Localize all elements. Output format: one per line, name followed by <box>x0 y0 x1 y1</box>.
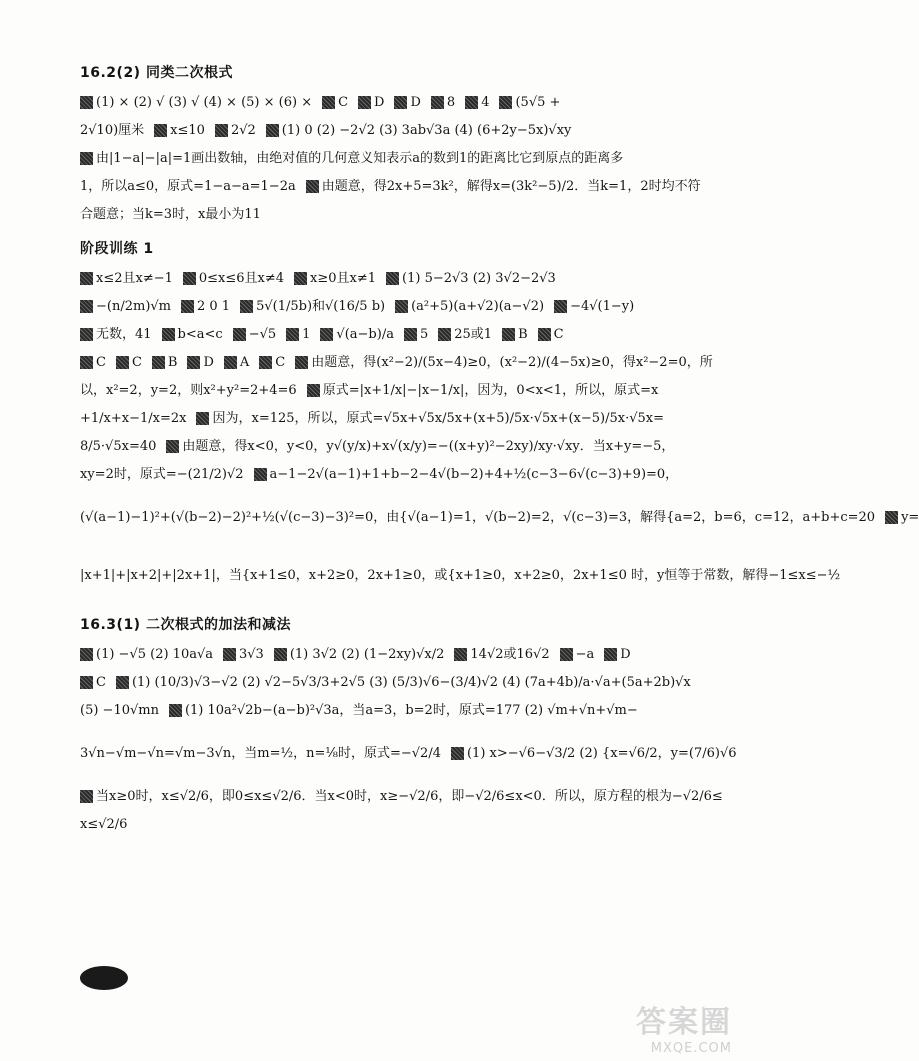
answer-line <box>80 460 679 488</box>
question-number-marker <box>538 328 551 341</box>
answer-text: x≤√2/6 <box>80 816 128 832</box>
answer-text: (a²+5)(a+√2)(a−√2) <box>411 298 545 314</box>
answer-text: D <box>374 94 385 110</box>
question-number-marker <box>554 300 567 313</box>
answer-line <box>80 292 670 320</box>
answer-text: (5) −10√mn <box>80 702 159 718</box>
answer-text: 因为，x=125，所以，原式=√5x+√5x/5x+(x+5)/5x·√5x+(x−5)/5x·√5x= <box>212 410 665 426</box>
question-number-marker <box>259 356 272 369</box>
answer-text: C <box>96 354 106 370</box>
answer-text: 当x≥0时，x≤√2/6，即0≤x≤√2/6．当x<0时，x≥−√2/6，即−√2/6≤x<0．所以，原方程的根为−√2/6≤ <box>96 788 723 804</box>
question-number-marker <box>166 440 179 453</box>
question-number-marker <box>154 124 167 137</box>
answer-line <box>80 810 670 838</box>
answer-text: (1) × (2) √ (3) √ (4) × (5) × (6) × <box>96 94 313 110</box>
answer-text: 1，所以a≤0，原式=1−a−a=1−2a <box>80 178 296 194</box>
answer-text: (1) 5−2√3 (2) 3√2−2√3 <box>402 270 556 286</box>
section-body <box>80 88 701 228</box>
answer-text: 5√(1/5b)和√(16/5 b) <box>256 298 386 314</box>
answer-line <box>80 724 737 782</box>
answer-text: x≥0且x≠1 <box>310 270 377 286</box>
question-number-marker <box>196 412 209 425</box>
question-number-marker <box>187 356 200 369</box>
answer-line <box>80 88 670 116</box>
question-number-marker <box>438 328 451 341</box>
answer-text: D <box>203 354 214 370</box>
answer-text: x≤2且x≠−1 <box>96 270 173 286</box>
answer-text: 25或1 <box>454 326 493 342</box>
question-number-marker <box>286 328 299 341</box>
answer-line <box>80 320 670 348</box>
answer-text: (1) −√5 (2) 10a√a <box>96 646 213 662</box>
question-number-marker <box>240 300 253 313</box>
answer-text: C <box>96 674 106 690</box>
answer-text: 无数，41 <box>96 326 152 342</box>
question-number-marker <box>604 648 617 661</box>
answer-text: +1/x+x−1/x=2x <box>80 410 187 426</box>
question-number-marker <box>885 511 898 524</box>
answer-text: (1) 0 (2) −2√2 (3) 3ab√3a (4) (6+2y−5x)√xy <box>281 122 572 138</box>
answer-text: 以，x²=2，y=2，则x²+y²=2+4=6 <box>80 382 297 398</box>
answer-text: a−1−2√(a−1)+1+b−2−4√(b−2)+4+½(c−3−6√(c−3)+9)=0， <box>269 466 679 482</box>
answer-text: 1 <box>302 326 311 342</box>
answer-line <box>80 264 670 292</box>
answer-line <box>80 668 691 696</box>
answer-text: 合题意；当k=3时，x最小为11 <box>80 206 261 222</box>
question-number-marker <box>80 648 93 661</box>
answer-text: 原式=|x+1/x|−|x−1/x|，因为，0<x<1，所以，原式=x <box>322 382 659 398</box>
answer-text: A <box>239 354 250 370</box>
answer-line <box>80 488 919 546</box>
question-number-marker <box>116 356 129 369</box>
question-number-marker <box>431 96 444 109</box>
section-heading: 16.3(1) 二次根式的加法和减法 <box>80 617 291 633</box>
question-number-marker <box>80 328 93 341</box>
answer-text: xy=2时，原式=−(21/2)√2 <box>80 466 244 482</box>
question-number-marker <box>306 180 319 193</box>
question-number-marker <box>152 356 165 369</box>
question-number-marker <box>295 356 308 369</box>
question-number-marker <box>80 356 93 369</box>
question-number-marker <box>116 676 129 689</box>
answer-text: 14√2或16√2 <box>470 646 550 662</box>
question-number-marker <box>223 648 236 661</box>
watermark-logo <box>602 997 732 1056</box>
answer-line <box>80 432 675 460</box>
page-number-blot <box>80 966 128 990</box>
answer-text: 2√2 <box>230 122 256 138</box>
answer-text: D <box>620 646 631 662</box>
question-number-marker <box>80 300 93 313</box>
answer-text: C <box>553 326 564 342</box>
answer-line <box>80 144 670 172</box>
answer-text: 0≤x≤6且x≠4 <box>198 270 285 286</box>
answer-text: B <box>167 354 178 370</box>
answer-line <box>80 116 670 144</box>
answer-text: (√(a−1)−1)²+(√(b−2)−2)²+½(√(c−3)−3)²=0，由{√(a−1)=1，√(b−2)=2，√(c−3)=3，解得{a=2，b=6，c=12，a+b+c=20 <box>80 509 876 525</box>
question-number-marker <box>394 96 407 109</box>
question-number-marker <box>80 96 93 109</box>
question-number-marker <box>386 272 399 285</box>
answer-text: (1) (10/3)√3−√2 (2) √2−5√3/3+2√5 (3) (5/3)√6−(3/4)√2 (4) (7a+4b)/a·√a+(5a+2b)√x <box>131 674 691 690</box>
answer-text: y= <box>901 509 919 525</box>
question-number-marker <box>80 152 93 165</box>
answer-text: (5√5 + <box>515 94 561 110</box>
answer-text: C <box>131 354 142 370</box>
answer-text: b<a<c <box>177 326 223 342</box>
answer-text: −(n/2m)√m <box>96 298 171 314</box>
question-number-marker <box>358 96 371 109</box>
section-body <box>80 640 737 838</box>
answer-page <box>80 60 919 838</box>
question-number-marker <box>307 384 320 397</box>
answer-text: 由题意，得2x+5=3k²，解得x=(3k²−5)/2．当k=1，2时均不符 <box>321 178 701 194</box>
answer-text: 3√n−√m−√n=√m−3√n，当m=½，n=⅛时，原式=−√2/4 <box>80 745 441 761</box>
section-body <box>80 264 919 604</box>
watermark-url: MXQE.COM <box>650 1041 732 1056</box>
question-number-marker <box>80 676 93 689</box>
section-heading: 16.2(2) 同类二次根式 <box>80 65 233 81</box>
answer-line <box>80 546 841 604</box>
question-number-marker <box>162 328 175 341</box>
answer-text: (1) 10a²√2b−(a−b)²√3a，当a=3，b=2时，原式=177 (2) √m+√n+√m− <box>184 702 638 718</box>
answer-line <box>80 200 670 228</box>
watermark-text: 答案圈 <box>636 1005 732 1040</box>
answer-text: −√5 <box>248 326 277 342</box>
answer-text: √(a−b)/a <box>336 326 394 342</box>
question-number-marker <box>224 356 237 369</box>
answer-line <box>80 348 713 376</box>
answer-line <box>80 782 723 810</box>
answer-text: D <box>410 94 421 110</box>
question-number-marker <box>181 300 194 313</box>
question-number-marker <box>169 704 182 717</box>
answer-line <box>80 696 670 724</box>
answer-text: −a <box>575 646 595 662</box>
answer-text: C <box>275 354 286 370</box>
answer-text: B <box>518 326 528 342</box>
question-number-marker <box>451 747 464 760</box>
question-number-marker <box>454 648 467 661</box>
answer-text: 5 <box>419 326 429 342</box>
answer-text: 2 0 1 <box>197 298 231 314</box>
section-heading: 阶段训练 1 <box>80 241 154 257</box>
question-number-marker <box>294 272 307 285</box>
question-number-marker <box>404 328 417 341</box>
question-number-marker <box>560 648 573 661</box>
answer-line <box>80 640 670 668</box>
question-number-marker <box>80 790 93 803</box>
answer-text: (1) x>−√6−√3/2 (2) {x=√6/2，y=(7/6)√6 <box>466 745 737 761</box>
answer-text: 8/5·√5x=40 <box>80 438 157 454</box>
question-number-marker <box>215 124 228 137</box>
answer-text: 由题意，得x<0，y<0，y√(y/x)+x√(x/y)=−((x+y)²−2xy)/xy·√xy．当x+y=−5， <box>182 438 675 454</box>
answer-text: x≤10 <box>170 122 205 138</box>
answer-text: 4 <box>481 94 490 110</box>
answer-text: (1) 3√2 (2) (1−2xy)√x/2 <box>289 646 445 662</box>
question-number-marker <box>183 272 196 285</box>
answer-text: 3√3 <box>239 646 264 662</box>
question-number-marker <box>274 648 287 661</box>
question-number-marker <box>320 328 333 341</box>
question-number-marker <box>499 96 512 109</box>
answer-text: 由|1−a|−|a|=1画出数轴，由绝对值的几何意义知表示a的数到1的距离比它到原点的距离多 <box>96 150 624 166</box>
answer-text: 8 <box>446 94 456 110</box>
answer-text: 2√10)厘米 <box>80 122 145 138</box>
question-number-marker <box>395 300 408 313</box>
answer-text: C <box>338 94 349 110</box>
question-number-marker <box>465 96 478 109</box>
answer-line <box>80 172 701 200</box>
answer-line <box>80 404 670 432</box>
question-number-marker <box>266 124 279 137</box>
question-number-marker <box>502 328 515 341</box>
question-number-marker <box>254 468 267 481</box>
question-number-marker <box>80 272 93 285</box>
answer-text: −4√(1−y) <box>570 298 635 314</box>
answer-text: |x+1|+|x+2|+|2x+1|，当{x+1≤0，x+2≥0，2x+1≥0，或{x+1≥0，x+2≥0，2x+1≤0 时，y恒等于常数，解得−1≤x≤−½ <box>80 567 841 583</box>
question-number-marker <box>322 96 335 109</box>
answer-line <box>80 376 670 404</box>
answer-text: 由题意，得(x²−2)/(5x−4)≥0，(x²−2)/(4−5x)≥0，得x²−2=0，所 <box>311 354 713 370</box>
question-number-marker <box>233 328 246 341</box>
